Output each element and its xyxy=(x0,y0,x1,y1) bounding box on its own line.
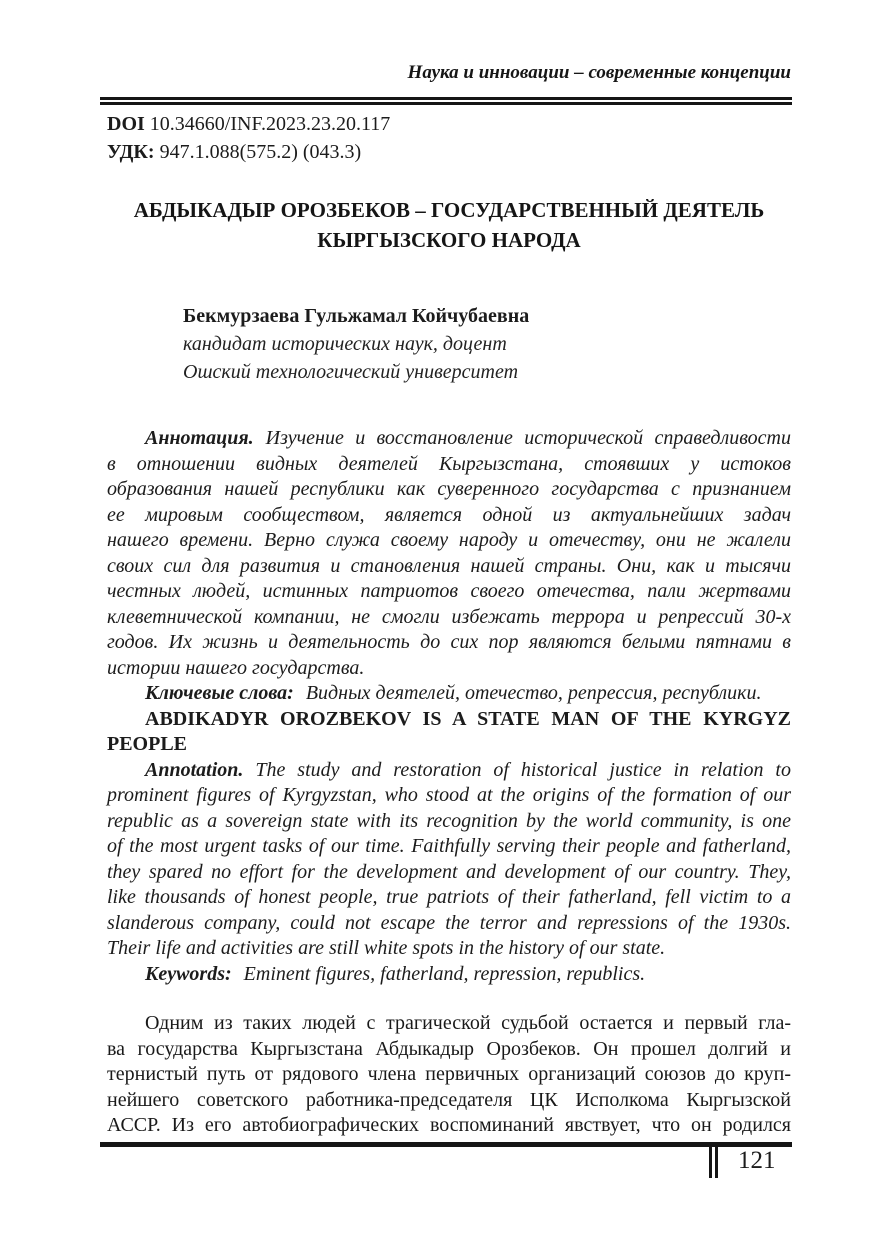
author-degree: кандидат исторических наук, доцент xyxy=(183,333,507,355)
body-first-line xyxy=(107,1011,791,1037)
article-title-en xyxy=(107,707,791,758)
article-meta xyxy=(107,110,791,166)
text-line: клеветнической компании, не смогли избежать террора и репрессий 30-х xyxy=(107,605,791,628)
text-line: of the most urgent tasks of our time. Faithfully serving their people and fatherland, xyxy=(107,835,791,857)
author-affiliation: Ошский технологический университет xyxy=(183,361,519,383)
text-line: prominent figures of Kyrgyzstan, who stood at the origins of the formation of our xyxy=(107,784,791,806)
text-line: честных людей, истинных патриотов своего отечества, пали жертвами xyxy=(107,580,791,602)
text-line: slanderous company, could not escape the terror and repressions of the 1930s. xyxy=(107,911,791,934)
footer-divider-bars xyxy=(709,1142,718,1178)
text-line: нейшего советского работника-председателя ЦК Исполкома Кыргызской xyxy=(107,1088,791,1111)
annotation-en xyxy=(107,758,791,962)
annotation-ru-first-line xyxy=(107,426,791,452)
annotation-en-first-line xyxy=(107,758,791,784)
doi-value: 10.34660/INF.2023.23.20.117 xyxy=(149,113,391,135)
header-double-rule xyxy=(100,97,792,105)
article-body xyxy=(107,426,791,1139)
body-paragraph xyxy=(107,1011,791,1139)
udk-label: УДК: xyxy=(107,141,155,163)
footer-rule xyxy=(100,1142,792,1147)
text-line: like thousands of honest people, true patriots of their fatherland, fell victim to a xyxy=(107,886,791,908)
keywords-en-label: Keywords: xyxy=(145,962,232,985)
text-line: истории нашего государства. xyxy=(107,656,365,679)
text-line: ва государства Кыргызстана Абдыкадыр Орозбеков. Он прошел долгий и xyxy=(107,1037,791,1060)
article-title-ru-line1: АБДЫКАДЫР ОРОЗБЕКОВ – ГОСУДАРСТВЕННЫЙ ДЕЯТЕЛЬ xyxy=(133,198,765,222)
text-line: АССР. Из его автобиографических воспоминаний явствует, что он родился xyxy=(107,1114,791,1136)
text-line: годов. Их жизнь и деятельность до сих пор являются белыми пятнами в xyxy=(107,631,791,653)
text-line: тернистый путь от рядового члена первичных организаций союзов до круп- xyxy=(107,1063,791,1085)
annotation-en-lines xyxy=(107,783,791,962)
udk-line xyxy=(107,138,791,166)
udk-value: 947.1.088(575.2) (043.3) xyxy=(159,141,362,163)
keywords-ru-text: Видных деятелей, отечество, репрессия, республики. xyxy=(305,682,762,704)
annotation-ru xyxy=(107,426,791,681)
article-title-ru-line2: КЫРГЫЗСКОГО НАРОДА xyxy=(317,228,581,252)
author-name: Бекмурзаева Гульжамал Койчубаевна xyxy=(183,305,530,327)
article-title-en-text: ABDIKADYR OROZBEKOV IS A STATE MAN OF THE KYRGYZ xyxy=(145,707,791,730)
annotation-en-label: Annotation. xyxy=(145,758,244,781)
article-title-ru xyxy=(107,195,791,255)
text-line: своих сил для развития и становления нашей страны. Они, как и тысячи xyxy=(107,554,791,577)
keywords-en-text: Eminent figures, fatherland, repression, republics. xyxy=(243,962,646,985)
text-line: Their life and activities are still white spots in the history of our state. xyxy=(107,937,666,959)
text-line: ее мировым сообществом, является одной из актуальнейших задач xyxy=(107,503,791,526)
keywords-en xyxy=(107,962,791,988)
annotation-ru-text: Изучение и восстановление исторической справедливости xyxy=(265,427,791,449)
keywords-ru xyxy=(107,681,791,707)
body-lines xyxy=(107,1037,791,1139)
journal-header: Наука и инновации – современные концепции xyxy=(407,62,791,83)
text-line: they spared no effort for the development and development of our country. They, xyxy=(107,860,791,883)
text-line: нашего времени. Верно служа своему народу и отечеству, они не жалели xyxy=(107,529,791,551)
article-title-en-line2: PEOPLE xyxy=(107,733,188,755)
body-first-line-text: Одним из таких людей с трагической судьбой остается и первый гла- xyxy=(145,1012,791,1034)
keywords-ru-label: Ключевые слова: xyxy=(145,682,294,704)
annotation-ru-lines xyxy=(107,452,791,682)
author-block xyxy=(183,302,743,386)
text-line: в отношении видных деятелей Кыргызстана, стоявших у истоков xyxy=(107,452,791,475)
annotation-ru-label: Аннотация. xyxy=(145,427,254,449)
doi-line xyxy=(107,110,791,138)
text-line: republic as a sovereign state with its recognition by the world community, is one xyxy=(107,809,791,832)
page-number: 121 xyxy=(738,1147,776,1174)
article-title-en-line1 xyxy=(107,707,791,733)
annotation-en-text: The study and restoration of historical justice in relation to xyxy=(255,758,791,781)
doi-label: DOI xyxy=(107,113,145,135)
text-line: образования нашей республики как суверенного государства с признанием xyxy=(107,478,791,500)
